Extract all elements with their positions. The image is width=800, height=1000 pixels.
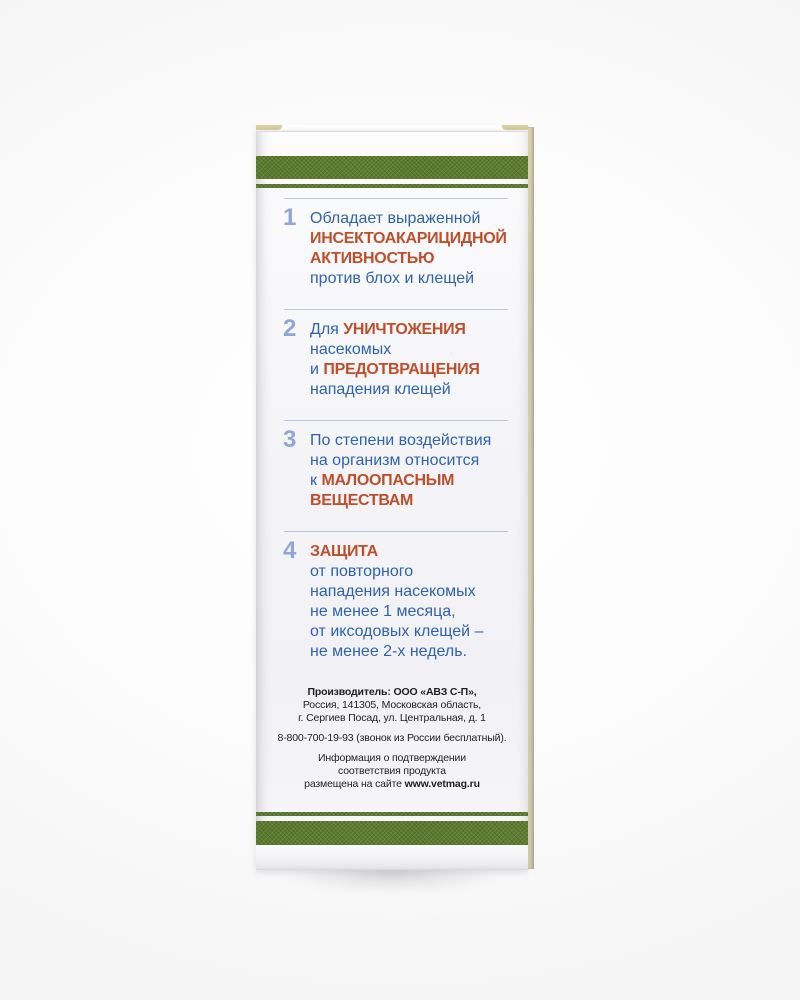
info-line-1: Информация о подтверждении bbox=[318, 752, 466, 764]
text-line bbox=[310, 542, 522, 562]
text-line bbox=[310, 582, 522, 602]
info-line-3-prefix: размещена на сайте bbox=[304, 778, 405, 790]
conformity-info bbox=[256, 752, 528, 791]
info-line-2: соответствия продукта bbox=[338, 765, 446, 777]
flap-corner-left bbox=[256, 125, 282, 130]
item-number: 3 bbox=[283, 426, 296, 453]
flap-corner-right bbox=[502, 125, 528, 130]
highlighted-text: УНИЧТОЖЕНИЯ bbox=[343, 321, 466, 338]
text-line bbox=[310, 340, 522, 360]
regular-text: нападения насекомых bbox=[310, 583, 476, 600]
highlighted-text: ИНСЕКТОАКАРИЦИДНОЙ bbox=[310, 230, 507, 247]
phone-line: 8-800-700-19-93 (звонок из России бесплатный). bbox=[277, 732, 507, 744]
text-line bbox=[310, 602, 522, 622]
address-line-1: Россия, 141305, Московская область, bbox=[302, 699, 482, 711]
item-number: 4 bbox=[283, 537, 296, 564]
product-box-back-panel bbox=[256, 125, 528, 870]
highlighted-text: АКТИВНОСТЬЮ bbox=[310, 250, 435, 267]
manufacturer-block bbox=[256, 686, 528, 791]
regular-text: к bbox=[310, 472, 322, 489]
manufacturer-line: Производитель: ООО «АВЗ С-П», bbox=[307, 686, 477, 698]
green-band-bottom bbox=[256, 821, 528, 845]
text-line bbox=[310, 269, 522, 289]
info-line-3 bbox=[256, 778, 528, 791]
text-line bbox=[310, 229, 522, 249]
regular-text: Для bbox=[310, 321, 344, 338]
benefit-item-1 bbox=[256, 199, 528, 299]
item-number: 2 bbox=[283, 315, 296, 342]
text-line bbox=[310, 380, 522, 400]
regular-text: от повторного bbox=[310, 563, 414, 580]
text-line bbox=[310, 249, 522, 269]
panel-content bbox=[256, 188, 528, 812]
regular-text: не менее 1 месяца, bbox=[310, 603, 456, 620]
regular-text: и bbox=[310, 361, 324, 378]
bottom-white-strip bbox=[256, 845, 528, 870]
item-text bbox=[310, 207, 522, 289]
text-line bbox=[310, 360, 522, 380]
text-line bbox=[310, 471, 522, 491]
regular-text: не менее 2-х недель. bbox=[310, 643, 468, 660]
benefit-item-4 bbox=[256, 532, 528, 672]
highlighted-text: ВЕЩЕСТВАМ bbox=[310, 492, 414, 509]
text-line bbox=[310, 562, 522, 582]
address-line-2: г. Сергиев Посад, ул. Центральная, д. 1 bbox=[298, 712, 486, 724]
item-text bbox=[310, 429, 522, 511]
box-shadow-reflection bbox=[244, 866, 540, 912]
highlighted-text: МАЛООПАСНЫМ bbox=[321, 472, 455, 489]
regular-text: По степени воздействия bbox=[310, 432, 492, 449]
regular-text: насекомых bbox=[310, 341, 392, 358]
website-text: www.vetmag.ru bbox=[404, 778, 480, 790]
benefits-list bbox=[256, 198, 528, 672]
text-line bbox=[310, 431, 522, 451]
text-line bbox=[310, 642, 522, 662]
benefit-item-3 bbox=[256, 421, 528, 521]
item-number: 1 bbox=[283, 204, 296, 231]
regular-text: против блох и клещей bbox=[310, 270, 475, 287]
regular-text: Обладает выраженной bbox=[310, 210, 481, 227]
box-top-flap-edge bbox=[256, 125, 528, 132]
regular-text: на организм относится bbox=[310, 452, 480, 469]
highlighted-text: ЗАЩИТА bbox=[310, 543, 378, 560]
item-text bbox=[310, 318, 522, 400]
highlighted-text: ПРЕДОТВРАЩЕНИЯ bbox=[323, 361, 480, 378]
text-line bbox=[310, 320, 522, 340]
top-white-strip bbox=[256, 132, 528, 156]
text-line bbox=[310, 451, 522, 471]
item-text bbox=[310, 540, 522, 662]
text-line bbox=[310, 209, 522, 229]
green-band-top bbox=[256, 156, 528, 179]
benefit-item-2 bbox=[256, 310, 528, 410]
text-line bbox=[310, 622, 522, 642]
text-line bbox=[310, 491, 522, 511]
regular-text: нападения клещей bbox=[310, 381, 451, 398]
regular-text: от иксодовых клещей – bbox=[310, 623, 484, 640]
